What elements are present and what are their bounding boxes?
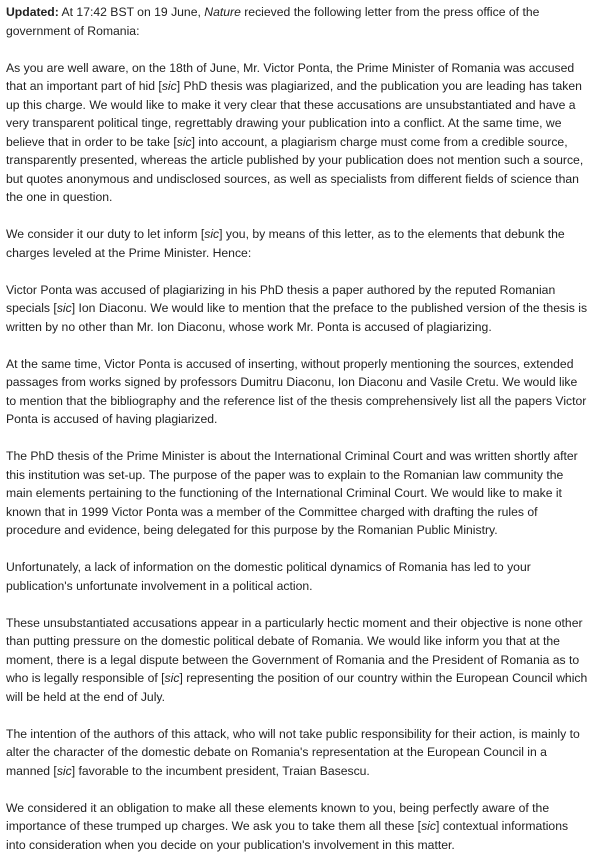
sic-marker: sic: [164, 671, 180, 685]
sic-marker: sic: [204, 227, 220, 241]
paragraph-text: ] into account, a plagiarism charge must come from a credible source, transparently presented, whereas the article published by your publication does not mention such a source, but quotes anonymous and undisclosed sources, as well as specialists from different fields of science than the one in question.: [6, 134, 584, 204]
paragraph-text: ] you, by means of this letter, as to the elements that debunk the charges leveled at the Prime Minister. Hence:: [6, 227, 565, 260]
sic-marker: sic: [161, 79, 177, 93]
paragraph-text: ] representing the position of our country within the European Council which will be held at the end of July.: [6, 671, 588, 704]
letter-paragraph-5: The PhD thesis of the Prime Minister is about the International Criminal Court and was written shortly after this institution was set-up. The purpose of the paper was to explain to the Romanian law community the main elements pertaining to the functioning of the International Criminal Court. We would like to make it known that in 1999 Victor Ponta was a member of the Committee charged with drafting the rules of procedure and evidence, being delegated for this purpose by the Romanian Public Ministry.: [6, 449, 578, 537]
paragraph-text: ] favorable to the incumbent president, Traian Basescu.: [71, 763, 370, 778]
letter-paragraph-3: [6, 281, 588, 337]
letter-paragraph-7: [6, 614, 588, 707]
sic-marker: sic: [56, 301, 72, 315]
letter-paragraph-9: [6, 799, 588, 855]
sic-marker: sic: [421, 819, 436, 833]
letter-paragraph-4: At the same time, Victor Ponta is accused of inserting, without properly mentioning the sources, extended passages from works signed by professors Dumitru Diaconu, Ion Diaconu and Vasile Cretu. We would like to mention that the bibliography and the reference list of the thesis comprehensively list all the papers Victor Ponta is accused of having plagiarized.: [6, 356, 587, 426]
paragraph-text: Victor Ponta was accused of plagiarizing in his PhD thesis a paper authored by the reputed Romanian specials [: [6, 282, 556, 315]
paragraph-text: These unsubstantiated accusations appear in a particularly hectic moment and their objective is none other than putting pressure on the domestic political debate of Romania. We would like inform you that at the moment, there is a legal dispute between the Government of Romania and the President of Romania as to who is legally responsible of [: [6, 615, 583, 685]
letter-paragraph-1: [6, 59, 588, 207]
updated-label: Updated:: [6, 5, 59, 19]
sic-marker: sic: [176, 134, 192, 149]
paragraph-text: We consider it our duty to let inform [: [6, 227, 205, 241]
update-text-before: At 17:42 BST on 19 June,: [58, 5, 205, 19]
update-text-after: recieved the following letter from the press office of the government of Romania:: [6, 5, 540, 38]
paragraph-text: The intention of the authors of this attack, who will not take public responsibility for their action, is mainly to alter the character of the domestic debate on Romania's representation at the European Council in a manned [: [6, 726, 580, 778]
update-note: [6, 3, 588, 40]
letter-paragraph-8: [6, 725, 588, 781]
journal-name: Nature: [204, 5, 241, 19]
paragraph-text: We considered it an obligation to make all these elements known to you, being perfectly aware of the importance of these trumped up charges. We ask you to take them all these [: [6, 800, 550, 833]
letter-paragraph-6: Unfortunately, a lack of information on the domestic political dynamics of Romania has led to your publication's unfortunate involvement in a political action.: [6, 560, 531, 593]
letter-paragraph-2: [6, 225, 588, 262]
paragraph-text: ] PhD thesis was plagiarized, and the publication you are leading has taken up this charge. We would like to make it very clear that these accusations are unsubstantiated and have a very transparent political tinge, regrettably drawing your publication into a conflict. At the same time, we believe that in order to be take [: [6, 79, 582, 149]
paragraph-text: ] contextual informations into consideration when you decide on your publication's involvement in this matter.: [6, 819, 569, 852]
sic-marker: sic: [56, 763, 72, 778]
paragraph-text: As you are well aware, on the 18th of June, Mr. Victor Ponta, the Prime Minister of Romania was accused that an important part of hid [: [6, 60, 575, 93]
paragraph-text: ] Ion Diaconu. We would like to mention that the preface to the published version of the thesis is written by no other than Mr. Ion Diaconu, whose work Mr. Ponta is accused of plagiarizing.: [6, 301, 588, 334]
